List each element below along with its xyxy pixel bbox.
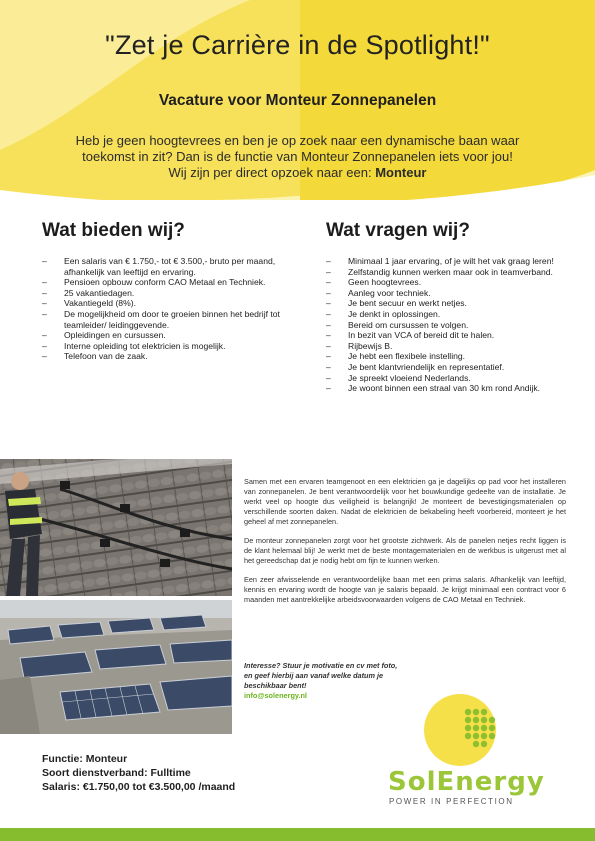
brand-name: SolEnergy — [388, 767, 545, 797]
roof-worker-photo — [0, 459, 232, 596]
offer-item: – Telefoon van de zaak. — [42, 351, 282, 362]
job-description — [244, 477, 566, 614]
offer-item: – 25 vakantiedagen. — [42, 288, 282, 299]
offer-item: – Opleidingen en cursussen. — [42, 330, 282, 341]
requirements-section — [326, 220, 561, 394]
requirement-item: – Geen hoogtevrees. — [326, 277, 561, 288]
requirement-item: – In bezit van VCA of bereid dit te halen. — [326, 330, 561, 341]
requirement-item: – Je bent secuur en werkt netjes. — [326, 298, 561, 309]
offer-item: – Interne opleiding tot elektricien is mogelijk. — [42, 341, 282, 352]
requirement-item: – Je bent klantvriendelijk en representatief. — [326, 362, 561, 373]
offer-section — [42, 220, 282, 362]
intro-line-2: toekomst in zit? Dan is de functie van Monteur Zonnepanelen iets voor jou! — [82, 149, 513, 164]
offer-item: – De mogelijkheid om door te groeien binnen het bedrijf tot teamleider/ leidinggevende. — [42, 309, 282, 330]
footer-accent-bar — [0, 828, 595, 841]
employment-line: Soort dienstverband: Fulltime — [42, 767, 191, 779]
brand-tagline: POWER IN PERFECTION — [389, 797, 514, 806]
offer-item: – Een salaris van € 1.750,- tot € 3.500,- bruto per maand, afhankelijk van leeftijd en ervaring. — [42, 256, 282, 277]
requirements-title: Wat vragen wij? — [326, 220, 470, 241]
description-paragraph-2: De monteur zonnepanelen zorgt voor het grootste zichtwerk. Als de panelen netjes recht liggen is de klant helemaal blij! Je werkt met de beste montagematerialen en de werkbus is uitgerust met al het gereedschap dat je nodig hebt om fijn te kunnen werken. — [244, 536, 566, 565]
requirements-list — [326, 256, 561, 394]
requirement-item: – Je hebt een flexibele instelling. — [326, 351, 561, 362]
solar-panels-photo — [0, 600, 232, 734]
offer-list — [42, 256, 282, 362]
requirement-item: – Je denkt in oplossingen. — [326, 309, 561, 320]
requirement-item: – Aanleg voor techniek. — [326, 288, 561, 299]
requirement-item: – Bereid om cursussen te volgen. — [326, 320, 561, 331]
description-paragraph-1: Samen met een ervaren teamgenoot en een elektricien ga je dagelijks op pad voor het installeren van zonnepanelen. Je bent verantwoordelijk voor het bouwkundige gedeelte van de installatie. Je werkt veel op hoogte dus veiligheid is belangrijk! Je monteert de bevestigingsmaterialen op verschillende soorten daken. Nadat de elektricien de bekabeling heeft voorbereid, monteert je het geheel af met zonnepanelen. — [244, 477, 566, 526]
requirement-item: – Minimaal 1 jaar ervaring, of je wilt het vak graag leren! — [326, 256, 561, 267]
offer-item: – Vakantiegeld (8%). — [42, 298, 282, 309]
slogan-heading: "Zet je Carrière in de Spotlight!" — [105, 30, 490, 60]
function-line: Functie: Monteur — [42, 753, 128, 765]
header-banner — [0, 0, 595, 200]
requirement-item: – Je spreekt vloeiend Nederlands. — [326, 373, 561, 384]
vacancy-title: Vacature voor Monteur Zonnepanelen — [158, 92, 437, 109]
intro-line-3 — [40, 165, 555, 181]
contact-email-link[interactable]: info@solenergy.nl — [244, 691, 307, 700]
job-summary — [42, 752, 235, 794]
intro-line-3-text: Wij zijn per direct opzoek naar een: — [168, 165, 376, 180]
intro-text — [40, 133, 555, 181]
intro-line-1: Heb je geen hoogtevrees en ben je op zoek naar een dynamische baan waar — [75, 133, 520, 148]
description-paragraph-3: Een zeer afwisselende en verantwoordelijke baan met een prima salaris. Afhankelijk van leeftijd, kennis en ervaring wordt de hoogte van je salaris bepaald. Je krijgt minimaal een contract voor 6 maanden met aantrekkelijke arbeidsvoorwaarden volgens de CAO Metaal en Techniek. — [244, 575, 566, 604]
requirement-item: – Zelfstandig kunnen werken maar ook in teamverband. — [326, 267, 561, 278]
salary-line: Salaris: €1.750,00 tot €3.500,00 /maand — [42, 781, 236, 793]
intro-highlight: Monteur — [375, 165, 427, 180]
offer-item: – Pensioen opbouw conform CAO Metaal en Techniek. — [42, 277, 282, 288]
offer-title: Wat bieden wij? — [42, 220, 185, 241]
requirement-item: – Je woont binnen een straal van 30 km rond Andijk. — [326, 383, 561, 394]
requirement-item: – Rijbewijs B. — [326, 341, 561, 352]
apply-text: Interesse? Stuur je motivatie en cv met foto, en geef hierbij aan vanaf welke datum je beschikbaar bent! — [244, 661, 398, 690]
